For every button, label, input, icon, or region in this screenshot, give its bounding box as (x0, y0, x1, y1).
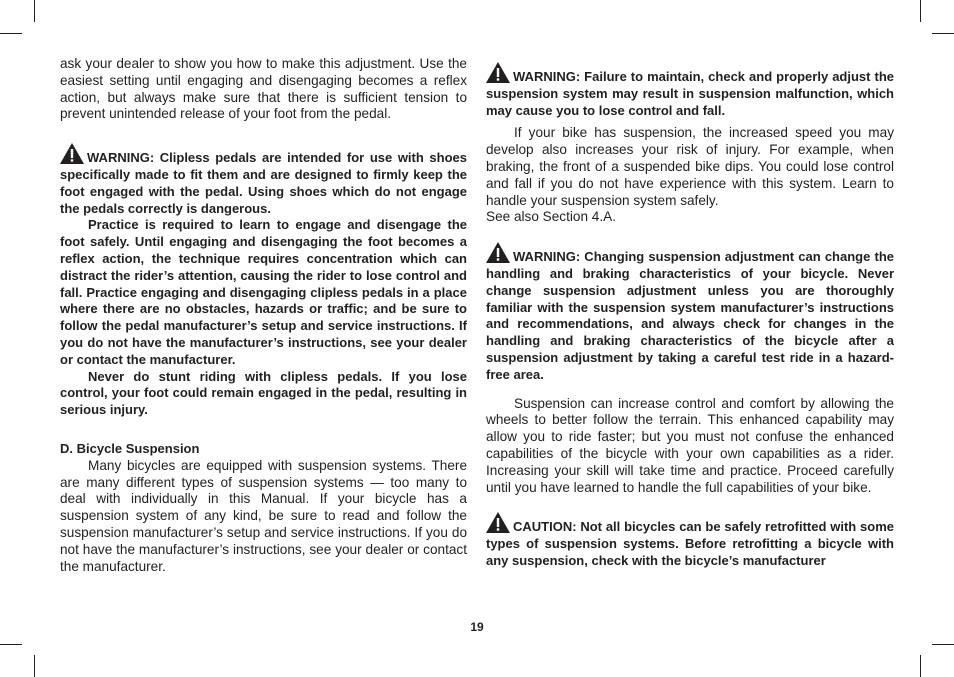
page-number: 19 (470, 620, 484, 634)
warning-clipless: WARNING: Clipless pedals are intended for use with shoes specifically made to fit them and are designed to firmly keep the foot engaged with the pedal. Using shoes which do not engage the pedals correctly is dangerous. (60, 143, 467, 217)
warning-suspension-adjustment: WARNING: Changing suspension adjustment can change the handling and braking characteristics of your bicycle. Never change suspension adjustment unless you are thoroughly familiar with the suspension system manufacturer’s instructions and recommendations, and always check for changes in the handling and braking characteristics of the bicycle after a suspension adjustment by taking a careful test ride in a hazard-free area. (486, 242, 894, 383)
crop-mark (0, 644, 22, 645)
paragraph: Many bicycles are equipped with suspension systems. There are many different types of suspension systems — too many to deal with individually in this Manual. If your bicycle has a suspension system of any kind, be sure to read and follow the suspension manufacturer’s setup and service instructions. If you do not have the manufacturer’s instructions, see your dealer or contact the manufacturer. (60, 457, 467, 574)
warning-triangle-icon (486, 512, 510, 533)
crop-mark (932, 644, 954, 645)
crop-mark (34, 655, 35, 677)
paragraph: If your bike has suspension, the increased speed you may develop also increases your risk of injury. For example, when braking, the front of a suspended bike dips. You could lose control and fall if you do not have experience with this system. Learn to handle your suspension system safely. (486, 125, 894, 208)
paragraph: ask your dealer to show you how to make this adjustment. Use the easiest setting until engaging and disengaging becomes a reflex action, but always make sure that there is sufficient tension to prevent unintended release of your foot from the pedal. (60, 56, 467, 122)
crop-mark (932, 33, 954, 34)
crop-mark (920, 0, 921, 22)
paragraph: See also Section 4.A. (486, 209, 616, 225)
left-column (60, 56, 467, 575)
warning-triangle-icon (60, 143, 84, 164)
right-column (486, 62, 894, 570)
crop-mark (0, 33, 22, 34)
crop-mark (34, 0, 35, 22)
crop-mark (920, 655, 921, 677)
warning-triangle-icon (486, 242, 510, 263)
warning-paragraph: Practice is required to learn to engage and disengage the foot safely. Until engaging and disengaging the foot becomes a reflex action, the technique requires concentration which can distract the rider’s attention, causing the rider to lose control and fall. Practice engaging and disengaging clipless pedals in a place where there are no obstacles, hazards or traffic; and be sure to follow the pedal manufacturer’s setup and service instructions. If you do not have the manufacturer’s instructions, see your dealer or contact the manufacturer. (60, 217, 467, 367)
caution-retrofit: CAUTION: Not all bicycles can be safely retrofitted with some types of suspension systems. Before retrofitting a bicycle with any suspension, check with the bicycle’s manufacturer (486, 512, 894, 569)
paragraph: Suspension can increase control and comfort by allowing the wheels to better follow the terrain. This enhanced capability may allow you to ride faster; but you must not confuse the enhanced capabilities of the bicycle with your own capabilities as a rider. Increasing your skill will take time and practice. Proceed carefully until you have learned to handle the full capabilities of your bike. (486, 395, 894, 495)
warning-suspension-maintenance: WARNING: Failure to maintain, check and properly adjust the suspension system may result in suspension malfunction, which may cause you to lose control and fall. (486, 62, 894, 119)
warning-paragraph: Never do stunt riding with clipless pedals. If you lose control, your foot could remain engaged in the pedal, resulting in serious injury. (60, 368, 467, 418)
section-heading: D. Bicycle Suspension (60, 440, 200, 456)
warning-triangle-icon (486, 62, 510, 83)
